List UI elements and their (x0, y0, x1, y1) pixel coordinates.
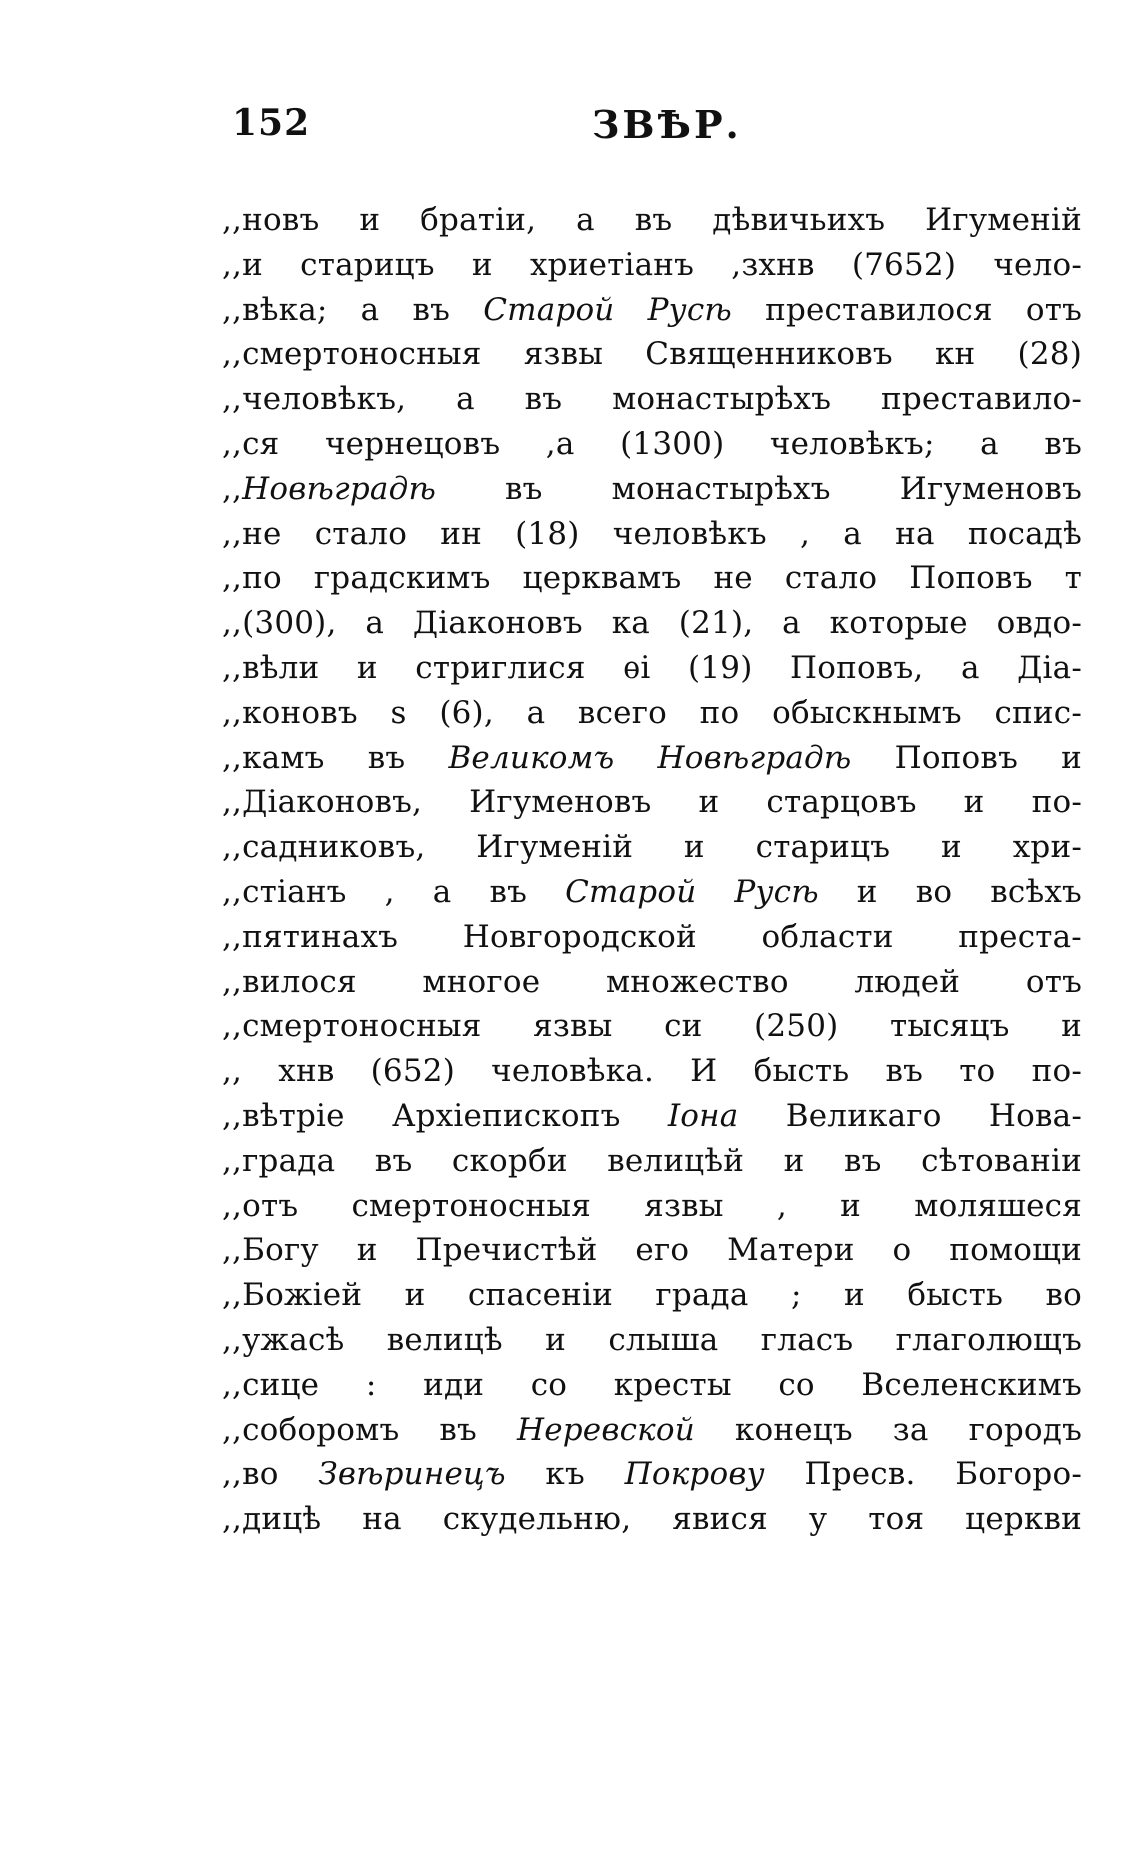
text-line (222, 780, 1082, 825)
text-line (222, 1049, 1082, 1094)
text-line (222, 1452, 1082, 1497)
text-segment: ,, (222, 470, 243, 507)
text-line (222, 1094, 1082, 1139)
text-segment: преставилося отъ (731, 291, 1082, 328)
text-segment: ,, хнв (652) человѣка. И бысть въ то по- (222, 1053, 1082, 1090)
text-line (222, 243, 1082, 288)
text-segment: ,,стiанъ , а въ (222, 873, 566, 910)
body-text (222, 198, 1082, 1542)
text-segment: ,,ужасѣ велицѣ и слыша гласъ глаголющъ (222, 1321, 1082, 1358)
text-segment: ,,садниковъ, Игуменiй и старицъ и хри- (222, 829, 1082, 866)
text-segment: къ (505, 1456, 625, 1493)
text-segment: ,,во (222, 1456, 319, 1493)
text-line (222, 1139, 1082, 1184)
italic-text-segment: Неревской (516, 1411, 695, 1448)
text-line (222, 915, 1082, 960)
text-line (222, 1497, 1082, 1542)
text-segment: ,,Божiей и спасенiи града ; и бысть во (222, 1277, 1082, 1314)
text-segment: ,,Богу и Пречистѣй его Матери о помощи (222, 1232, 1082, 1269)
page-header (232, 102, 1092, 162)
italic-text-segment: Покрову (624, 1456, 765, 1493)
text-segment: ,,человѣкъ, а въ монастырѣхъ преставило- (222, 381, 1082, 418)
text-segment: ,,вѣли и стриглися ѳi (19) Поповъ, а Дiа- (222, 649, 1082, 686)
text-line (222, 646, 1082, 691)
text-line (222, 1363, 1082, 1408)
italic-text-segment: Новѣградѣ (242, 470, 436, 507)
text-segment: ,,и старицъ и хриетiанъ ,зхнв (7652) чело- (222, 246, 1082, 283)
text-line (222, 1228, 1082, 1273)
text-segment: ,,пятинахъ Новгородской области преста- (222, 918, 1082, 955)
italic-text-segment: Великомъ Новѣградѣ (448, 739, 852, 776)
text-segment: ,,сице : иди со кресты со Вселенскимъ (222, 1366, 1082, 1403)
text-segment: ,,вѣтрiе Архiепископъ (222, 1097, 668, 1134)
text-line (222, 736, 1082, 781)
italic-text-segment: Старой Русѣ (483, 291, 732, 328)
text-segment: ,,новъ и братiи, а въ дѣвичьихъ Игуменiй (222, 202, 1082, 238)
text-segment: ,,вѣка; а въ (222, 291, 484, 328)
italic-text-segment: Звѣринецъ (318, 1456, 506, 1493)
text-segment: ,,коновъ s (6), а всего по обыскнымъ спис- (222, 694, 1082, 731)
text-line (222, 512, 1082, 557)
text-line (222, 960, 1082, 1005)
italic-text-segment: Iона (667, 1097, 739, 1134)
text-line (222, 198, 1082, 243)
running-head: ЗВѢР. (592, 102, 742, 147)
text-segment: Поповъ и (851, 739, 1082, 776)
text-line (222, 1273, 1082, 1318)
text-line (222, 467, 1082, 512)
text-segment: и во всѣхъ (818, 873, 1082, 910)
page-number: 152 (232, 102, 311, 144)
text-segment: ,,смертоносныя язвы си (250) тысяцъ и (222, 1008, 1082, 1045)
text-line (222, 601, 1082, 646)
text-segment: ,,града въ скорби велицѣй и въ сѣтованiи (222, 1142, 1082, 1179)
text-segment: ,,(300), а Дiаконовъ ка (21), а которые овдо- (222, 605, 1082, 642)
text-segment: ,,соборомъ въ (222, 1411, 517, 1448)
text-segment: конецъ за городъ (694, 1411, 1083, 1448)
text-segment: ,,вилося многое множество людей отъ (222, 963, 1082, 1000)
text-segment: ,,камъ въ (222, 739, 449, 776)
text-segment: ,,Дiаконовъ, Игуменовъ и старцовъ и по- (222, 784, 1082, 821)
text-segment: ,,отъ смертоносныя язвы , и моляшеся (222, 1187, 1082, 1224)
text-segment: ,,не стало ин (18) человѣкъ , а на посадѣ (222, 515, 1082, 552)
text-segment: Пресв. Богоро- (764, 1456, 1083, 1493)
text-line (222, 288, 1082, 333)
text-segment: Великаго Нова- (738, 1097, 1083, 1134)
text-segment: ,,дицѣ на скудельню, явися у тоя церкви (222, 1501, 1082, 1538)
text-line (222, 691, 1082, 736)
text-line (222, 556, 1082, 601)
text-line (222, 1408, 1082, 1453)
italic-text-segment: Старой Русѣ (565, 873, 819, 910)
text-line (222, 825, 1082, 870)
text-segment: ,,смертоносныя язвы Священниковъ кн (28) (222, 336, 1082, 373)
text-line (222, 377, 1082, 422)
text-line (222, 332, 1082, 377)
text-line (222, 1004, 1082, 1049)
text-line (222, 870, 1082, 915)
text-segment: ,,ся чернецовъ ,а (1300) человѣкъ; а въ (222, 425, 1082, 462)
text-segment: въ монастырѣхъ Игуменовъ (436, 470, 1082, 507)
text-line (222, 1184, 1082, 1229)
text-segment: ,,по градскимъ церквамъ не стало Поповъ т (222, 560, 1082, 597)
text-line (222, 422, 1082, 467)
text-line (222, 1318, 1082, 1363)
